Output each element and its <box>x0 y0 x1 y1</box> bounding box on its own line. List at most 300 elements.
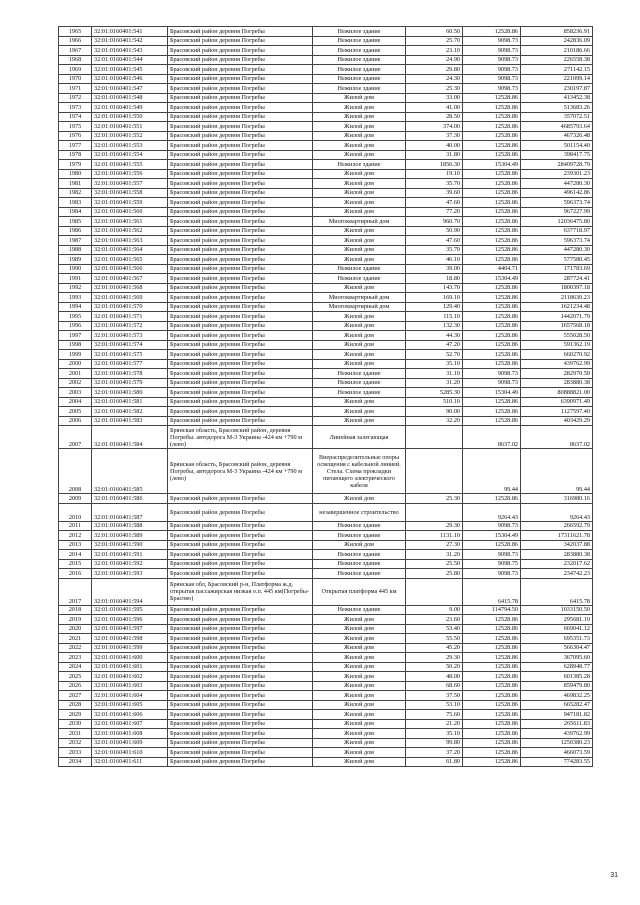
object-type-cell: Жилой дом <box>313 643 406 653</box>
rate-cell: 12528.86 <box>463 662 521 672</box>
address-cell: Брасовский район деревня Погребы <box>168 217 313 227</box>
table-row <box>59 738 593 748</box>
rate-cell: 12528.86 <box>463 293 521 303</box>
table-row <box>59 388 593 398</box>
table-row <box>59 217 593 227</box>
address-cell: Брасовский район деревня Погребы <box>168 283 313 293</box>
rate-cell: 12528.86 <box>463 700 521 710</box>
row-number-cell: 1989 <box>59 255 92 265</box>
row-number-cell: 2010 <box>59 503 92 521</box>
area-cell <box>406 578 463 605</box>
value-cell: 6390971.49 <box>521 397 593 407</box>
rate-cell: 4404.71 <box>463 264 521 274</box>
area-cell: 47.60 <box>406 236 463 246</box>
area-cell: 47.20 <box>406 340 463 350</box>
address-cell: Брасовский район деревня Погребы <box>168 84 313 94</box>
table-row <box>59 407 593 417</box>
rate-cell: 9098.73 <box>463 569 521 579</box>
cadastral-number-cell: 32:01:0160401:579 <box>92 378 168 388</box>
rate-cell: 12528.86 <box>463 207 521 217</box>
area-cell: 48.00 <box>406 672 463 682</box>
area-cell: 115.10 <box>406 312 463 322</box>
rate-cell: 12528.86 <box>463 615 521 625</box>
row-number-cell: 1993 <box>59 293 92 303</box>
area-cell: 37.50 <box>406 691 463 701</box>
value-cell: 287724.41 <box>521 274 593 284</box>
address-cell: Брасовский район деревня Погребы <box>168 340 313 350</box>
object-type-cell: Жилой дом <box>313 359 406 369</box>
table-row <box>59 569 593 579</box>
object-type-cell: Жилой дом <box>313 653 406 663</box>
table-row <box>59 634 593 644</box>
rate-cell: 12528.86 <box>463 122 521 132</box>
cadastral-number-cell: 32:01:0160401:561 <box>92 217 168 227</box>
cadastral-number-cell: 32:01:0160401:568 <box>92 283 168 293</box>
object-type-cell: Жилой дом <box>313 179 406 189</box>
address-cell: Брасовский район деревня Погребы <box>168 264 313 274</box>
object-type-cell: Жилой дом <box>313 662 406 672</box>
rate-cell: 9098.73 <box>463 521 521 531</box>
cadastral-number-cell: 32:01:0160401:581 <box>92 397 168 407</box>
value-cell: 342037.88 <box>521 540 593 550</box>
table-row <box>59 710 593 720</box>
table-row <box>59 578 593 605</box>
object-type-cell: Жилой дом <box>313 757 406 767</box>
address-cell: Брасовский район деревня Погребы <box>168 207 313 217</box>
object-type-cell: Нежилое здание <box>313 605 406 615</box>
address-cell: Брасовский район деревня Погребы <box>168 188 313 198</box>
rate-cell: 6415.78 <box>463 578 521 605</box>
rate-cell: 12528.86 <box>463 331 521 341</box>
area-cell: 68.60 <box>406 681 463 691</box>
object-type-cell: Нежилое здание <box>313 569 406 579</box>
table-row <box>59 359 593 369</box>
object-type-cell: Жилой дом <box>313 103 406 113</box>
rate-cell: 12528.86 <box>463 321 521 331</box>
table-row <box>59 729 593 739</box>
cadastral-number-cell: 32:01:0160401:585 <box>92 449 168 494</box>
address-cell: Брасовский район деревня Погребы <box>168 569 313 579</box>
object-type-cell: Жилой дом <box>313 397 406 407</box>
address-cell: Брасовский район деревня Погребы <box>168 407 313 417</box>
value-cell: 466073.59 <box>521 748 593 758</box>
cadastral-number-cell: 32:01:0160401:573 <box>92 331 168 341</box>
row-number-cell: 1997 <box>59 331 92 341</box>
object-type-cell: Нежилое здание <box>313 36 406 46</box>
object-type-cell: Жилой дом <box>313 198 406 208</box>
object-type-cell: Жилой дом <box>313 245 406 255</box>
rate-cell: 12528.86 <box>463 397 521 407</box>
cadastral-number-cell: 32:01:0160401:589 <box>92 531 168 541</box>
rate-cell: 12528.86 <box>463 748 521 758</box>
value-cell: 1033150.50 <box>521 605 593 615</box>
rate-cell: 8637.02 <box>463 426 521 449</box>
row-number-cell: 2009 <box>59 494 92 504</box>
area-cell: 47.60 <box>406 198 463 208</box>
row-number-cell: 1998 <box>59 340 92 350</box>
object-type-cell: Линейная залегающая <box>313 426 406 449</box>
rate-cell: 99.44 <box>463 449 521 494</box>
row-number-cell: 1987 <box>59 236 92 246</box>
cadastral-number-cell: 32:01:0160401:609 <box>92 738 168 748</box>
address-cell: Брасовский район деревня Погребы <box>168 255 313 265</box>
area-cell: 35.10 <box>406 729 463 739</box>
address-cell: Брасовский район деревня Погребы <box>168 378 313 388</box>
cadastral-number-cell: 32:01:0160401:611 <box>92 757 168 767</box>
value-cell: 230197.87 <box>521 84 593 94</box>
value-cell: 232017.62 <box>521 559 593 569</box>
cadastral-number-cell: 32:01:0160401:544 <box>92 55 168 65</box>
cadastral-number-cell: 32:01:0160401:565 <box>92 255 168 265</box>
row-number-cell: 1976 <box>59 131 92 141</box>
object-type-cell: Открытая платформа 445 км <box>313 578 406 605</box>
row-number-cell: 1968 <box>59 55 92 65</box>
object-type-cell: Жилой дом <box>313 321 406 331</box>
table-row <box>59 550 593 560</box>
rate-cell: 12528.86 <box>463 691 521 701</box>
value-cell: 171783.69 <box>521 264 593 274</box>
address-cell: Брасовский район деревня Погребы <box>168 122 313 132</box>
object-type-cell: Жилой дом <box>313 719 406 729</box>
value-cell: 283880.38 <box>521 550 593 560</box>
table-row <box>59 55 593 65</box>
area-cell: 5285.30 <box>406 388 463 398</box>
value-cell: 628948.77 <box>521 662 593 672</box>
object-type-cell: Жилой дом <box>313 624 406 634</box>
value-cell: 695351.73 <box>521 634 593 644</box>
row-number-cell: 1977 <box>59 141 92 151</box>
value-cell: 271142.15 <box>521 65 593 75</box>
cadastral-number-cell: 32:01:0160401:551 <box>92 122 168 132</box>
value-cell: 439762.99 <box>521 359 593 369</box>
object-type-cell: Нежилое здание <box>313 74 406 84</box>
value-cell: 1800397.18 <box>521 283 593 293</box>
area-cell: 31.80 <box>406 150 463 160</box>
address-cell: Брасовский район деревня Погребы <box>168 416 313 426</box>
cadastral-number-cell: 32:01:0160401:555 <box>92 160 168 170</box>
rate-cell: 9098.73 <box>463 369 521 379</box>
address-cell: Брасовский район деревня Погребы <box>168 226 313 236</box>
cadastral-number-cell: 32:01:0160401:598 <box>92 634 168 644</box>
area-cell: 61.80 <box>406 757 463 767</box>
object-type-cell: Жилой дом <box>313 615 406 625</box>
row-number-cell: 1967 <box>59 46 92 56</box>
address-cell: Брасовский район деревня Погребы <box>168 729 313 739</box>
rate-cell: 9098.73 <box>463 46 521 56</box>
row-number-cell: 2031 <box>59 729 92 739</box>
object-type-cell: Нежилое здание <box>313 388 406 398</box>
address-cell: Брасовский район деревня Погребы <box>168 359 313 369</box>
value-cell: 4685793.64 <box>521 122 593 132</box>
cadastral-number-cell: 32:01:0160401:606 <box>92 710 168 720</box>
object-type-cell: Внераспределительные опоры освещения с кабельной линией. Стела. Схема прокладки питающего электрического кабеля <box>313 449 406 494</box>
table-row <box>59 93 593 103</box>
cadastral-table <box>58 26 593 767</box>
row-number-cell: 1990 <box>59 264 92 274</box>
address-cell: Брасовский район деревня Погребы <box>168 757 313 767</box>
cadastral-number-cell: 32:01:0160401:559 <box>92 198 168 208</box>
value-cell: 596373.74 <box>521 198 593 208</box>
row-number-cell: 2014 <box>59 550 92 560</box>
value-cell: 665282.47 <box>521 700 593 710</box>
object-type-cell: Жилой дом <box>313 312 406 322</box>
rate-cell: 12528.86 <box>463 236 521 246</box>
rate-cell: 9098.73 <box>463 84 521 94</box>
rate-cell: 12528.86 <box>463 283 521 293</box>
area-cell: 25.30 <box>406 494 463 504</box>
value-cell: 99.44 <box>521 449 593 494</box>
area-cell: 25.80 <box>406 569 463 579</box>
object-type-cell: Жилой дом <box>313 236 406 246</box>
area-cell: 40.00 <box>406 141 463 151</box>
value-cell: 295681.10 <box>521 615 593 625</box>
value-cell: 242836.09 <box>521 36 593 46</box>
page-number: 31 <box>610 872 618 879</box>
cadastral-number-cell: 32:01:0160401:554 <box>92 150 168 160</box>
table-row <box>59 226 593 236</box>
table-row <box>59 65 593 75</box>
table-row <box>59 236 593 246</box>
rate-cell: 12528.86 <box>463 407 521 417</box>
object-type-cell: Жилой дом <box>313 407 406 417</box>
row-number-cell: 2021 <box>59 634 92 644</box>
cadastral-number-cell: 32:01:0160401:552 <box>92 131 168 141</box>
area-cell: 45.20 <box>406 643 463 653</box>
cadastral-number-cell: 32:01:0160401:549 <box>92 103 168 113</box>
table-row <box>59 691 593 701</box>
address-cell: Брасовский район деревня Погребы <box>168 236 313 246</box>
object-type-cell: Жилой дом <box>313 93 406 103</box>
rate-cell: 12528.86 <box>463 255 521 265</box>
address-cell: Брасовский район деревня Погребы <box>168 634 313 644</box>
value-cell: 859479.80 <box>521 681 593 691</box>
row-number-cell: 1999 <box>59 350 92 360</box>
object-type-cell: Жилой дом <box>313 255 406 265</box>
value-cell: 413452.38 <box>521 93 593 103</box>
area-cell: 35.70 <box>406 179 463 189</box>
cadastral-number-cell: 32:01:0160401:567 <box>92 274 168 284</box>
table-row <box>59 207 593 217</box>
area-cell: 374.00 <box>406 122 463 132</box>
address-cell: Брасовский район деревня Погребы <box>168 397 313 407</box>
row-number-cell: 1995 <box>59 312 92 322</box>
table-row <box>59 312 593 322</box>
row-number-cell: 2013 <box>59 540 92 550</box>
value-cell: 283880.38 <box>521 378 593 388</box>
address-cell: Брасовский район деревня Погребы <box>168 559 313 569</box>
value-cell: 596373.74 <box>521 236 593 246</box>
row-number-cell: 1982 <box>59 188 92 198</box>
area-cell: 44.30 <box>406 331 463 341</box>
cadastral-number-cell: 32:01:0160401:563 <box>92 236 168 246</box>
value-cell: 80888821.00 <box>521 388 593 398</box>
cadastral-number-cell: 32:01:0160401:548 <box>92 93 168 103</box>
object-type-cell: Жилой дом <box>313 634 406 644</box>
row-number-cell: 2007 <box>59 426 92 449</box>
row-number-cell: 2020 <box>59 624 92 634</box>
object-type-cell: Жилой дом <box>313 710 406 720</box>
cadastral-number-cell: 32:01:0160401:582 <box>92 407 168 417</box>
value-cell: 210186.66 <box>521 46 593 56</box>
rate-cell: 12528.86 <box>463 93 521 103</box>
value-cell: 577580.45 <box>521 255 593 265</box>
value-cell: 234742.23 <box>521 569 593 579</box>
cadastral-number-cell: 32:01:0160401:574 <box>92 340 168 350</box>
row-number-cell: 2032 <box>59 738 92 748</box>
object-type-cell: Жилой дом <box>313 540 406 550</box>
address-cell: Брасовский район деревня Погребы <box>168 65 313 75</box>
area-cell: 23.60 <box>406 615 463 625</box>
object-type-cell: Жилой дом <box>313 141 406 151</box>
row-number-cell: 2023 <box>59 653 92 663</box>
object-type-cell: Жилой дом <box>313 169 406 179</box>
area-cell: 46.10 <box>406 255 463 265</box>
row-number-cell: 1985 <box>59 217 92 227</box>
address-cell: Брасовский район деревня Погребы <box>168 302 313 312</box>
table-row <box>59 160 593 170</box>
area-cell: 25.70 <box>406 36 463 46</box>
cadastral-number-cell: 32:01:0160401:597 <box>92 624 168 634</box>
rate-cell: 12528.86 <box>463 169 521 179</box>
object-type-cell: Жилой дом <box>313 188 406 198</box>
cadastral-number-cell: 32:01:0160401:595 <box>92 605 168 615</box>
table-row <box>59 27 593 37</box>
rate-cell: 12528.86 <box>463 738 521 748</box>
object-type-cell: Жилой дом <box>313 112 406 122</box>
rate-cell: 9098.73 <box>463 65 521 75</box>
object-type-cell: Нежилое здание <box>313 559 406 569</box>
table-row <box>59 503 593 521</box>
area-cell: 25.30 <box>406 84 463 94</box>
object-type-cell: Многоквартирный дом <box>313 293 406 303</box>
rate-cell: 15304.49 <box>463 388 521 398</box>
address-cell: Брасовский район деревня Погребы <box>168 74 313 84</box>
rate-cell: 12528.86 <box>463 416 521 426</box>
cadastral-number-cell: 32:01:0160401:560 <box>92 207 168 217</box>
row-number-cell: 2004 <box>59 397 92 407</box>
value-cell: 357072.51 <box>521 112 593 122</box>
address-cell: Брасовский район деревня Погребы <box>168 691 313 701</box>
row-number-cell: 2015 <box>59 559 92 569</box>
address-cell: Брасовский район деревня Погребы <box>168 103 313 113</box>
value-cell: 1657568.18 <box>521 321 593 331</box>
area-cell: 31.20 <box>406 378 463 388</box>
cadastral-number-cell: 32:01:0160401:604 <box>92 691 168 701</box>
address-cell: Брасовский район деревня Погребы <box>168 245 313 255</box>
table-row <box>59 302 593 312</box>
area-cell: 77.20 <box>406 207 463 217</box>
address-cell: Брасовский район деревня Погребы <box>168 369 313 379</box>
address-cell: Брасовский район деревня Погребы <box>168 494 313 504</box>
table-body <box>59 27 593 767</box>
row-number-cell: 1984 <box>59 207 92 217</box>
table-row <box>59 293 593 303</box>
row-number-cell: 1971 <box>59 84 92 94</box>
cadastral-number-cell: 32:01:0160401:570 <box>92 302 168 312</box>
table-row <box>59 103 593 113</box>
row-number-cell: 2001 <box>59 369 92 379</box>
address-cell: Брасовский район деревня Погребы <box>168 150 313 160</box>
value-cell: 367095.60 <box>521 653 593 663</box>
address-cell: Брасовский район деревня Погребы <box>168 540 313 550</box>
address-cell: Брасовский район деревня Погребы <box>168 169 313 179</box>
row-number-cell: 1975 <box>59 122 92 132</box>
rate-cell: 9098.73 <box>463 55 521 65</box>
address-cell: Брасовский район деревня Погребы <box>168 312 313 322</box>
row-number-cell: 2000 <box>59 359 92 369</box>
cadastral-number-cell: 32:01:0160401:547 <box>92 84 168 94</box>
row-number-cell: 2008 <box>59 449 92 494</box>
value-cell: 17311621.78 <box>521 531 593 541</box>
area-cell <box>406 426 463 449</box>
table-row <box>59 264 593 274</box>
area-cell: 31.20 <box>406 550 463 560</box>
value-cell: 316980.16 <box>521 494 593 504</box>
address-cell: Брасовский район деревня Погребы <box>168 93 313 103</box>
row-number-cell: 1992 <box>59 283 92 293</box>
cadastral-number-cell: 32:01:0160401:564 <box>92 245 168 255</box>
row-number-cell: 1991 <box>59 274 92 284</box>
address-cell: Брасовский район деревня Погребы <box>168 700 313 710</box>
table-row <box>59 624 593 634</box>
rate-cell: 12528.86 <box>463 719 521 729</box>
object-type-cell: Жилой дом <box>313 700 406 710</box>
object-type-cell: Жилой дом <box>313 226 406 236</box>
row-number-cell: 1986 <box>59 226 92 236</box>
row-number-cell: 2022 <box>59 643 92 653</box>
row-number-cell: 1966 <box>59 36 92 46</box>
value-cell: 1127597.40 <box>521 407 593 417</box>
value-cell: 2118630.23 <box>521 293 593 303</box>
object-type-cell: Нежилое здание <box>313 378 406 388</box>
value-cell: 8637.02 <box>521 426 593 449</box>
rate-cell: 12528.86 <box>463 198 521 208</box>
cadastral-number-cell: 32:01:0160401:590 <box>92 540 168 550</box>
object-type-cell: Жилой дом <box>313 207 406 217</box>
table-row <box>59 719 593 729</box>
table-row <box>59 531 593 541</box>
address-cell: Брасовский район деревня Погребы <box>168 331 313 341</box>
row-number-cell: 1970 <box>59 74 92 84</box>
row-number-cell: 2018 <box>59 605 92 615</box>
area-cell: 60.50 <box>406 27 463 37</box>
row-number-cell: 2006 <box>59 416 92 426</box>
table-row <box>59 321 593 331</box>
row-number-cell: 1973 <box>59 103 92 113</box>
table-row <box>59 643 593 653</box>
address-cell: Брянская область, Брасовский район, деревня Погребы, автодорога М-3 Украина -424 км +790 м (лево) <box>168 449 313 494</box>
value-cell: 282970.50 <box>521 369 593 379</box>
area-cell: 960.70 <box>406 217 463 227</box>
value-cell: 9264.43 <box>521 503 593 521</box>
object-type-cell: Жилой дом <box>313 350 406 360</box>
cadastral-number-cell: 32:01:0160401:578 <box>92 369 168 379</box>
cadastral-number-cell: 32:01:0160401:584 <box>92 426 168 449</box>
cadastral-number-cell: 32:01:0160401:586 <box>92 494 168 504</box>
row-number-cell: 2034 <box>59 757 92 767</box>
rate-cell: 12528.86 <box>463 340 521 350</box>
object-type-cell: Нежилое здание <box>313 531 406 541</box>
value-cell: 12036475.80 <box>521 217 593 227</box>
cadastral-number-cell: 32:01:0160401:577 <box>92 359 168 369</box>
table-row <box>59 331 593 341</box>
object-type-cell: Нежилое здание <box>313 84 406 94</box>
rate-cell: 12528.86 <box>463 150 521 160</box>
row-number-cell: 1978 <box>59 150 92 160</box>
area-cell: 510.10 <box>406 397 463 407</box>
area-cell: 75.60 <box>406 710 463 720</box>
rate-cell: 12528.86 <box>463 245 521 255</box>
